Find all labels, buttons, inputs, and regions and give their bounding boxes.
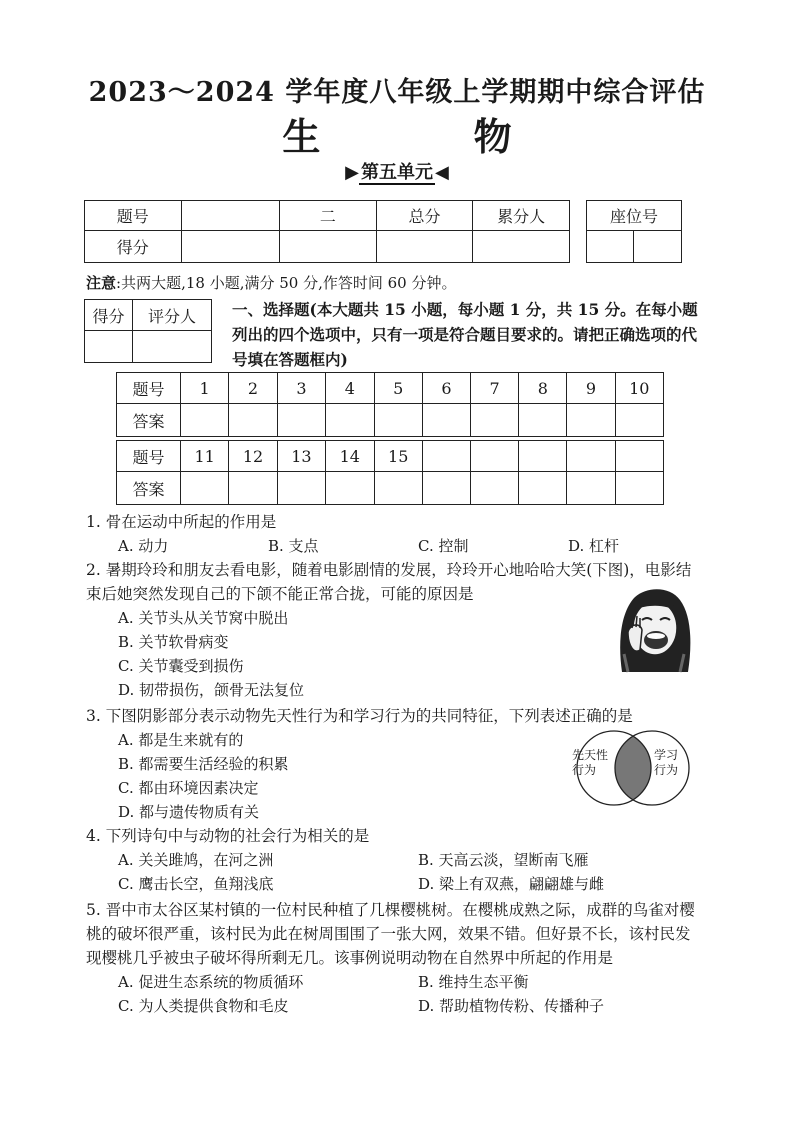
grader-score-label: 得分 xyxy=(85,300,133,331)
answer-cell[interactable] xyxy=(277,404,325,437)
answer-num: 8 xyxy=(519,373,567,404)
section-heading: 一、选择题(本大题共 15 小题，每小题 1 分，共 15 分。在每小题列出的四个选项中，只有一项是符合题目要求的。请把正确选项的代号填在答题框内) xyxy=(232,300,698,369)
answer-label: 答案 xyxy=(117,404,181,437)
score-cell xyxy=(181,201,280,231)
answer-cell[interactable] xyxy=(229,404,277,437)
triangle-right-icon: ▶ xyxy=(345,162,359,183)
answer-num: 1 xyxy=(180,373,228,404)
question-stem: 3. 下图阴影部分表示动物先天性行为和学习行为的共同特征，下列表述正确的是 xyxy=(86,707,633,725)
answer-num: 11 xyxy=(180,441,228,472)
answer-num-label: 题号 xyxy=(117,373,181,404)
answer-num: 5 xyxy=(374,373,422,404)
question-stem: 5. 晋中市太谷区某村镇的一位村民种植了几棵樱桃树。在樱桃成熟之际，成群的鸟雀对樱桃的破坏很严重，该村民为此在树周围围了一张大网，效果不错。但好景不长，该村民发现樱桃几乎被虫子破坏得所剩无几。该事例说明动物在自然界中所起的作用是 xyxy=(86,901,695,967)
option[interactable]: D. 韧带损伤，颌骨无法复位 xyxy=(118,681,305,699)
answer-num: 9 xyxy=(567,373,615,404)
laughing-girl-illustration xyxy=(614,584,696,674)
answer-number-row xyxy=(117,373,664,404)
notice-text: :共两大题,18 小题,满分 50 分,作答时间 60 分钟。 xyxy=(116,274,457,292)
score-cell: 累分人 xyxy=(473,201,570,231)
option[interactable]: D. 梁上有双燕，翩翩雄与雌 xyxy=(418,875,605,893)
answer-num: 2 xyxy=(229,373,277,404)
answer-table xyxy=(116,372,664,505)
answer-num: 10 xyxy=(615,373,663,404)
seat-cell[interactable] xyxy=(587,231,634,263)
answer-num-label: 题号 xyxy=(117,441,181,472)
grader-name-label: 评分人 xyxy=(133,300,212,331)
score-cell[interactable] xyxy=(473,231,570,263)
option[interactable]: A. 促进生态系统的物质循环 xyxy=(118,973,304,991)
unit-text: 第五单元 xyxy=(361,162,433,183)
option[interactable]: D. 帮助植物传粉、传播种子 xyxy=(418,997,605,1015)
notice-label: 注意 xyxy=(86,274,117,292)
option[interactable]: B. 维持生态平衡 xyxy=(418,973,529,991)
answer-num xyxy=(615,441,663,472)
answer-num: 15 xyxy=(374,441,422,472)
answer-cell[interactable] xyxy=(519,472,567,505)
exam-title: 2023～2024 学年度八年级上学期期中综合评估 xyxy=(88,77,706,108)
grader-box xyxy=(84,299,212,363)
answer-cell[interactable] xyxy=(326,404,374,437)
answer-cell[interactable] xyxy=(180,472,228,505)
answer-cell[interactable] xyxy=(374,404,422,437)
option[interactable]: D. 都与遗传物质有关 xyxy=(118,803,260,821)
answer-num xyxy=(422,441,470,472)
score-cell: 得分 xyxy=(85,231,182,263)
answer-num: 13 xyxy=(277,441,325,472)
answer-cell[interactable] xyxy=(374,472,422,505)
answer-number-row xyxy=(117,441,664,472)
score-cell: 总分 xyxy=(376,201,473,231)
notice xyxy=(86,272,456,293)
answer-cell[interactable] xyxy=(567,404,615,437)
answer-cell[interactable] xyxy=(422,404,470,437)
option[interactable]: B. 支点 xyxy=(268,537,319,555)
answer-num: 6 xyxy=(422,373,470,404)
option[interactable]: C. 关节囊受到损伤 xyxy=(118,657,244,675)
answer-cell[interactable] xyxy=(471,404,519,437)
option[interactable]: C. 鹰击长空，鱼翔浅底 xyxy=(118,875,274,893)
score-cell: 二 xyxy=(280,201,377,231)
option[interactable]: B. 天高云淡，望断南飞雁 xyxy=(418,851,589,869)
question-stem: 4. 下列诗句中与动物的社会行为相关的是 xyxy=(86,827,370,845)
answer-cell[interactable] xyxy=(519,404,567,437)
answer-num: 14 xyxy=(326,441,374,472)
venn-right-label: 学习行为 xyxy=(654,748,679,777)
answer-num xyxy=(567,441,615,472)
answer-label: 答案 xyxy=(117,472,181,505)
triangle-left-icon: ◀ xyxy=(435,162,449,183)
grader-score-cell[interactable] xyxy=(85,331,133,363)
answer-row xyxy=(117,472,664,505)
option[interactable]: A. 动力 xyxy=(118,537,169,555)
option[interactable]: B. 关节软骨病变 xyxy=(118,633,229,651)
score-cell: 题号 xyxy=(85,201,182,231)
answer-num: 3 xyxy=(277,373,325,404)
score-cell[interactable] xyxy=(181,231,280,263)
grader-name-cell[interactable] xyxy=(133,331,212,363)
answer-num: 7 xyxy=(471,373,519,404)
option[interactable]: C. 都由环境因素决定 xyxy=(118,779,259,797)
answer-num xyxy=(471,441,519,472)
answer-cell[interactable] xyxy=(277,472,325,505)
answer-cell[interactable] xyxy=(422,472,470,505)
option[interactable]: D. 杠杆 xyxy=(568,537,620,555)
score-cell[interactable] xyxy=(376,231,473,263)
answer-cell[interactable] xyxy=(180,404,228,437)
answer-cell[interactable] xyxy=(615,404,663,437)
venn-left-label: 先天性行为 xyxy=(572,748,609,777)
answer-cell[interactable] xyxy=(615,472,663,505)
seat-number-box xyxy=(586,200,682,263)
unit-label xyxy=(0,158,794,184)
option[interactable]: A. 关关雎鸠，在河之洲 xyxy=(118,851,274,869)
question-stem: 1. 骨在运动中所起的作用是 xyxy=(86,513,277,531)
answer-num xyxy=(519,441,567,472)
question-stem: 2. 暑期玲玲和朋友去看电影，随着电影剧情的发展，玲玲开心地哈哈大笑(下图)，电影结束后她突然发现自己的下颌不能正常合拢，可能的原因是 xyxy=(86,561,692,603)
option[interactable]: A. 关节头从关节窝中脱出 xyxy=(118,609,289,627)
answer-row xyxy=(117,404,664,437)
subject-title: 生 物 xyxy=(282,114,582,159)
seat-cell[interactable] xyxy=(634,231,682,263)
option[interactable]: B. 都需要生活经验的积累 xyxy=(118,755,289,773)
option[interactable]: C. 为人类提供食物和毛皮 xyxy=(118,997,289,1015)
answer-num: 12 xyxy=(229,441,277,472)
answer-cell[interactable] xyxy=(229,472,277,505)
option[interactable]: C. 控制 xyxy=(418,537,469,555)
score-cell[interactable] xyxy=(280,231,377,263)
option[interactable]: A. 都是生来就有的 xyxy=(118,731,244,749)
answer-num: 4 xyxy=(326,373,374,404)
answer-cell[interactable] xyxy=(567,472,615,505)
seat-label: 座位号 xyxy=(587,201,682,231)
score-table xyxy=(84,200,570,263)
answer-cell[interactable] xyxy=(326,472,374,505)
answer-cell[interactable] xyxy=(471,472,519,505)
